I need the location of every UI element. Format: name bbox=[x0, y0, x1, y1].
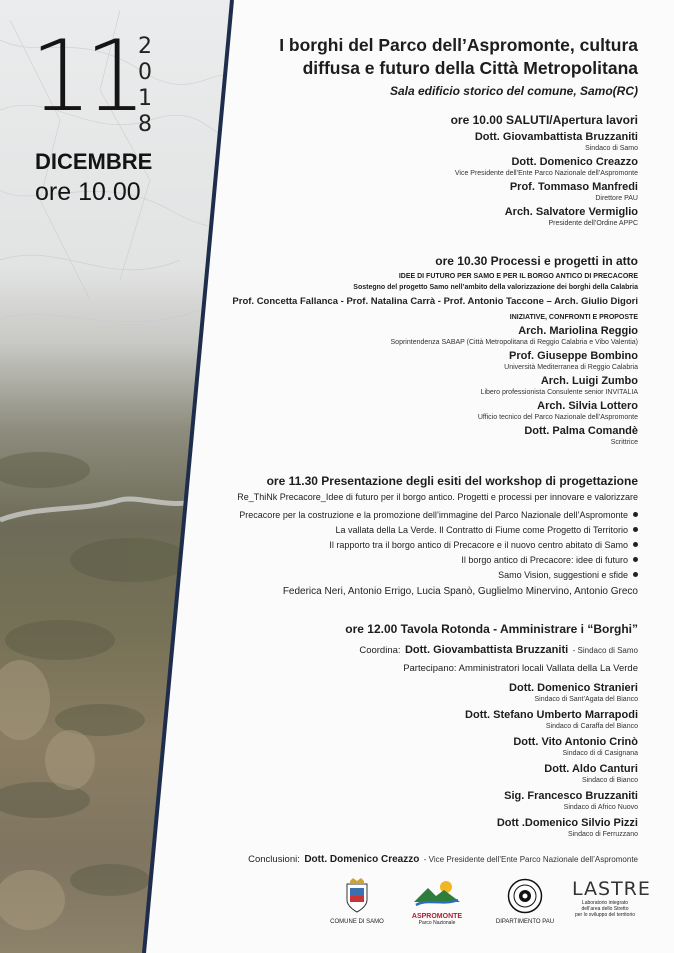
speaker-role: Soprintendenza SABAP (Città Metropolitana di Reggio Calabria e Vibo Valentia) bbox=[390, 339, 638, 346]
conclusioni bbox=[248, 849, 638, 867]
tavola-heading: ore 12.00 Tavola Rotonda - Amministrare i “Borghi” bbox=[345, 622, 638, 636]
speaker-role: Vice Presidente dell’Ente Parco Nazionale dell’Aspromonte bbox=[454, 170, 638, 177]
workshop-item bbox=[461, 555, 638, 565]
logo-lastre-line: per lo sviluppo del territorio bbox=[574, 912, 636, 918]
speaker-name: Dott. Vito Antonio Crinò bbox=[513, 736, 638, 748]
speaker-role: Ufficio tecnico del Parco Nazionale dell’Aspromonte bbox=[477, 414, 638, 421]
speaker-name: Dott .Domenico Silvio Pizzi bbox=[496, 817, 638, 829]
speaker-role: Libero professionista Consulente senior INVITALIA bbox=[480, 389, 638, 396]
date-month: DICEMBRE bbox=[35, 149, 153, 174]
year-digit: 2 bbox=[138, 34, 154, 59]
workshop-item-text: Samo Vision, suggestioni e sfide bbox=[498, 570, 628, 580]
year-digit: 1 bbox=[138, 86, 154, 111]
workshop-item-text: Precacore per la costruzione e la promozione dell’immagine del Parco Nazionale dell’Aspromonte bbox=[239, 510, 628, 520]
conclusioni-label: Conclusioni: bbox=[248, 854, 300, 865]
speaker-role: Sindaco di Caraffa del Bianco bbox=[545, 723, 638, 730]
conclusioni-role: - Vice Presidente dell’Ente Parco Nazionale dell’Aspromonte bbox=[423, 855, 638, 864]
speaker-role: Scrittrice bbox=[610, 439, 638, 446]
speaker-role: Sindaco di Sant’Agata del Bianco bbox=[534, 696, 638, 703]
speaker-role: Direttore PAU bbox=[595, 195, 638, 202]
workshop-authors: Federica Neri, Antonio Errigo, Lucia Spanò, Guglielmo Minervino, Antonio Greco bbox=[282, 586, 638, 597]
aspromonte-mountain-icon bbox=[412, 876, 462, 908]
bullet-icon bbox=[633, 512, 638, 517]
processi-heading: ore 10.30 Processi e progetti in atto bbox=[435, 254, 638, 268]
workshop-item-text: Il borgo antico di Precacore: idee di futuro bbox=[461, 555, 628, 565]
speaker-role: Università Mediterranea di Reggio Calabria bbox=[504, 364, 638, 371]
logo-pau bbox=[494, 878, 556, 925]
processi-subheading: IDEE DI FUTURO PER SAMO E PER IL BORGO ANTICO DI PRECACORE bbox=[398, 273, 638, 280]
partecipano: Partecipano: Amministratori locali Vallata della La Verde bbox=[403, 663, 638, 674]
speaker-name: Dott. Giovambattista Bruzzaniti bbox=[474, 131, 638, 143]
logo-aspromonte-caption: ASPROMONTE bbox=[411, 913, 463, 920]
processi-subheading-2: INIZIATIVE, CONFRONTI E PROPOSTE bbox=[509, 314, 638, 321]
speaker-role: Sindaco di Bianco bbox=[581, 777, 638, 784]
speaker-name: Prof. Giuseppe Bombino bbox=[509, 350, 638, 362]
logo-lastre bbox=[572, 878, 651, 918]
speaker-name: Arch. Silvia Lottero bbox=[537, 400, 638, 412]
coord-role: - Sindaco di Samo bbox=[572, 646, 638, 655]
conclusioni-name: Dott. Domenico Creazzo bbox=[304, 854, 420, 865]
coord-name: Dott. Giovambattista Bruzzaniti bbox=[404, 644, 569, 656]
speaker-name: Dott. Palma Comandè bbox=[524, 425, 638, 437]
year-digit: 0 bbox=[138, 60, 154, 85]
title-line-1: I borghi del Parco dell’Aspromonte, cultura bbox=[279, 35, 638, 55]
pau-seal-icon bbox=[507, 878, 543, 914]
logo-comune-samo bbox=[326, 878, 388, 925]
speaker-name: Arch. Luigi Zumbo bbox=[540, 375, 638, 387]
speaker-role: Presidente dell’Ordine APPC bbox=[548, 220, 638, 227]
speaker-role: Sindaco di Ferruzzano bbox=[567, 831, 638, 838]
date-time: ore 10.00 bbox=[35, 178, 141, 206]
workshop-item bbox=[336, 525, 639, 535]
bullet-icon bbox=[633, 557, 638, 562]
speaker-role: Sindaco di di Casignana bbox=[562, 750, 638, 757]
speaker-name: Arch. Mariolina Reggio bbox=[518, 325, 638, 337]
workshop-item bbox=[329, 540, 638, 550]
logo-aspromonte-sub: Parco Nazionale bbox=[418, 920, 456, 926]
speaker-role: Sindaco di Africo Nuovo bbox=[563, 804, 638, 811]
coat-of-arms-icon bbox=[344, 878, 370, 914]
speaker-name: Dott. Domenico Creazzo bbox=[511, 156, 638, 168]
logo-lastre-line: dell’area dello Stretto bbox=[581, 906, 629, 912]
logo-lastre-wordmark: LASTRE bbox=[572, 878, 651, 900]
workshop-item-text: La vallata della La Verde. Il Contratto di Fiume come Progetto di Territorio bbox=[335, 525, 628, 535]
venue: Sala edificio storico del comune, Samo(RC) bbox=[389, 84, 638, 98]
speaker-name: Prof. Tommaso Manfredi bbox=[509, 181, 638, 193]
speaker-role: Sindaco di Samo bbox=[585, 145, 638, 152]
speaker-name: Dott. Aldo Canturi bbox=[544, 763, 638, 775]
speaker-name: Arch. Salvatore Vermiglio bbox=[504, 206, 638, 218]
bullet-icon bbox=[633, 527, 638, 532]
speaker-name: Sig. Francesco Bruzzaniti bbox=[504, 790, 638, 802]
processi-authors: Prof. Concetta Fallanca - Prof. Natalina Carrà - Prof. Antonio Taccone – Arch. Giulio Digori bbox=[232, 296, 638, 307]
date-year bbox=[133, 34, 159, 138]
date-day: 11 bbox=[30, 20, 139, 134]
title-line-2: diffusa e futuro della Città Metropolitana bbox=[302, 58, 638, 78]
year-digit: 8 bbox=[138, 112, 154, 137]
logo-aspromonte bbox=[406, 876, 468, 926]
speaker-name: Dott. Domenico Stranieri bbox=[509, 682, 638, 694]
bullet-icon bbox=[633, 572, 638, 577]
workshop-item bbox=[498, 570, 638, 580]
processi-support: Sostegno del progetto Samo nell’ambito della valorizzazione dei borghi della Calabria bbox=[353, 284, 638, 291]
workshop-heading: ore 11.30 Presentazione degli esiti del workshop di progettazione bbox=[266, 474, 638, 488]
coordinator bbox=[359, 640, 638, 658]
workshop-item bbox=[239, 510, 638, 520]
logo-pau-caption: DIPARTIMENTO PAU bbox=[495, 919, 555, 925]
logo-comune-caption: COMUNE DI SAMO bbox=[330, 919, 384, 925]
speaker-name: Dott. Stefano Umberto Marrapodi bbox=[465, 709, 638, 721]
coord-label: Coordina: bbox=[359, 645, 401, 656]
bullet-icon bbox=[633, 542, 638, 547]
saluti-heading: ore 10.00 SALUTI/Apertura lavori bbox=[450, 113, 638, 127]
workshop-intro: Re_ThiNk Precacore_Idee di futuro per il borgo antico. Progetti e processi per innovare e valorizzare bbox=[237, 492, 638, 502]
logo-lastre-line: Laboratorio integrato bbox=[581, 900, 629, 906]
workshop-item-text: Il rapporto tra il borgo antico di Precacore e il nuovo centro abitato di Samo bbox=[329, 540, 628, 550]
